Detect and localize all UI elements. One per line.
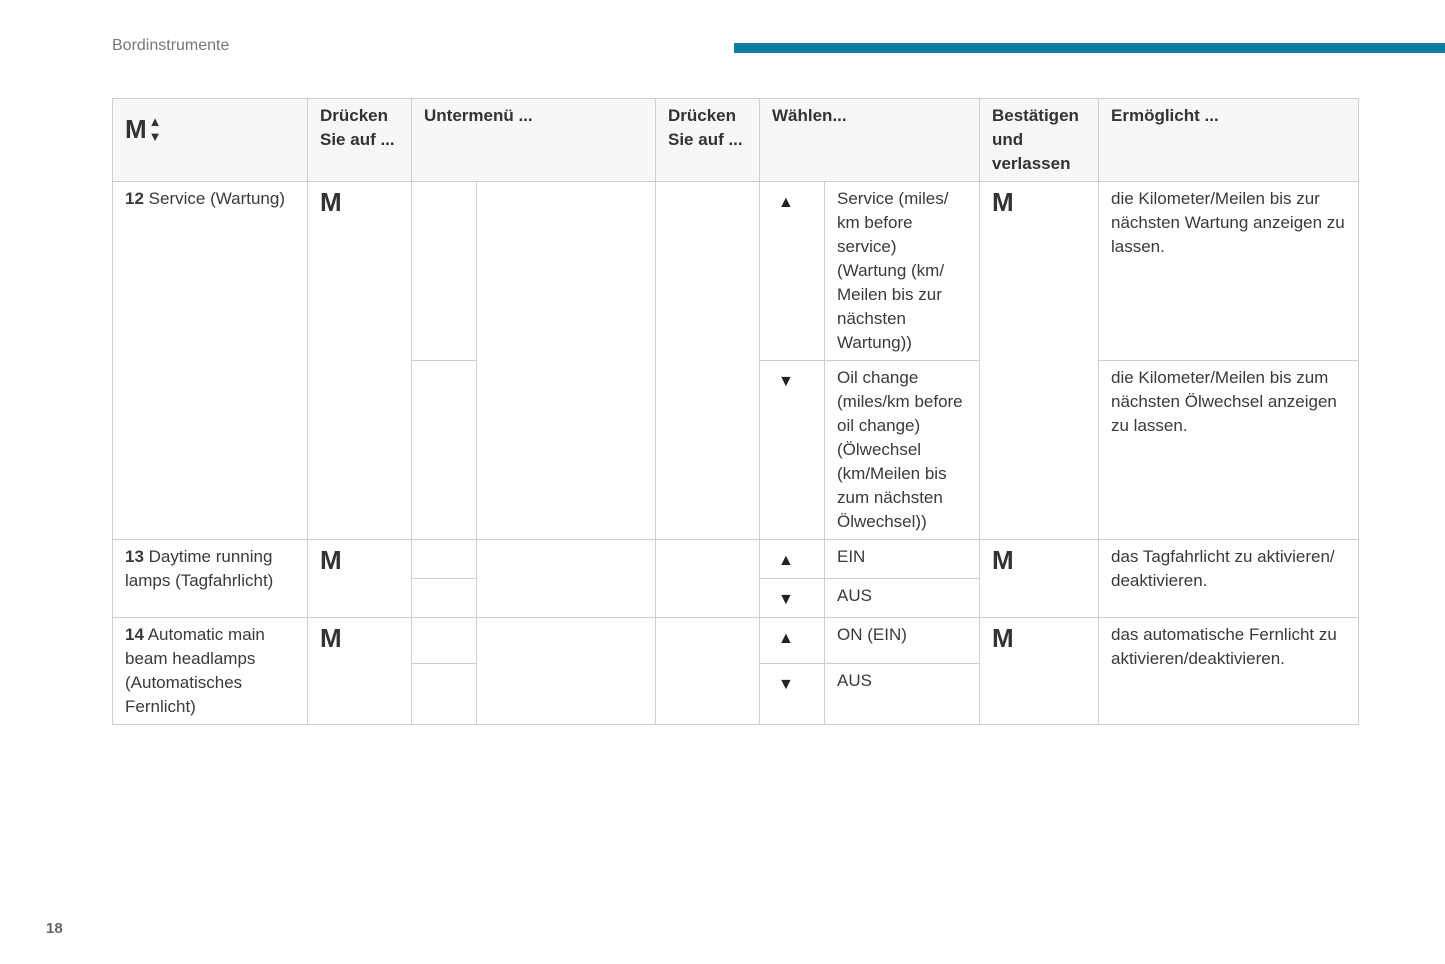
result-text: die Kilometer/Meilen bis zum nächsten Ölwechsel anzeigen zu lassen. bbox=[1099, 361, 1359, 540]
menu-item-number: 12 bbox=[125, 189, 144, 208]
table-header-row bbox=[113, 99, 1359, 182]
header-press-1: Drücken Sie auf ... bbox=[308, 99, 412, 182]
m-key-label: M bbox=[125, 114, 147, 144]
table-row bbox=[113, 540, 1359, 579]
result-text: das automatische Fernlicht zu aktivieren/deaktivieren. bbox=[1099, 618, 1359, 725]
arrow-cell bbox=[760, 618, 825, 664]
submenu-key-cell bbox=[412, 361, 477, 540]
press-2-cell bbox=[656, 618, 760, 725]
option-label: EIN bbox=[825, 540, 980, 579]
menu-item-number: 13 bbox=[125, 547, 144, 566]
up-arrow-icon: ▲ bbox=[778, 630, 794, 647]
header-confirm: Bestätigen und verlassen bbox=[980, 99, 1099, 182]
option-label: Oil change (miles/km before oil change) (Ölwechsel (km/Meilen bis zum nächsten Ölwechsel)) bbox=[825, 361, 980, 540]
down-arrow-icon: ▼ bbox=[778, 676, 794, 694]
arrow-cell bbox=[760, 664, 825, 725]
arrow-cell bbox=[760, 182, 825, 361]
table-row bbox=[113, 182, 1359, 361]
menu-item-name: Daytime running lamps (Tagfahrlicht) bbox=[125, 547, 274, 590]
m-key: M bbox=[320, 545, 342, 575]
table-row bbox=[113, 618, 1359, 664]
m-up-down-symbol bbox=[125, 114, 162, 144]
submenu-key-cell bbox=[412, 182, 477, 361]
submenu-key-cell bbox=[412, 540, 477, 579]
up-arrow-icon: ▲ bbox=[778, 194, 794, 211]
m-key: M bbox=[992, 545, 1014, 575]
header-press-2: Drücken Sie auf ... bbox=[656, 99, 760, 182]
confirm-cell bbox=[980, 182, 1099, 540]
press-cell bbox=[308, 540, 412, 618]
option-label: Service (miles/ km before service) (Wartung (km/ Meilen bis zur nächsten Wartung)) bbox=[825, 182, 980, 361]
submenu-label-cell bbox=[477, 540, 656, 618]
up-arrow-icon: ▲ bbox=[778, 552, 794, 569]
m-key: M bbox=[992, 623, 1014, 653]
submenu-key-cell bbox=[412, 579, 477, 618]
press-cell bbox=[308, 618, 412, 725]
press-2-cell bbox=[656, 540, 760, 618]
m-key: M bbox=[992, 187, 1014, 217]
page-number: 18 bbox=[46, 920, 63, 937]
option-label: AUS bbox=[825, 664, 980, 725]
m-key: M bbox=[320, 187, 342, 217]
header-menu-key bbox=[113, 99, 308, 182]
press-cell bbox=[308, 182, 412, 540]
instrument-menu-table bbox=[112, 98, 1359, 725]
menu-item-cell bbox=[113, 618, 308, 725]
press-2-cell bbox=[656, 182, 760, 540]
header-submenu: Untermenü ... bbox=[412, 99, 656, 182]
menu-item-cell bbox=[113, 182, 308, 540]
m-key: M bbox=[320, 623, 342, 653]
result-text: das Tagfahrlicht zu aktivieren/ deaktivieren. bbox=[1099, 540, 1359, 618]
down-arrow-icon: ▼ bbox=[778, 591, 794, 608]
menu-item-number: 14 bbox=[125, 625, 144, 644]
up-arrow-icon: ▲ bbox=[148, 114, 162, 129]
section-title: Bordinstrumente bbox=[112, 37, 230, 54]
menu-item-name: Automatic main beam headlamps (Automatisches Fernlicht) bbox=[125, 625, 265, 716]
submenu-key-cell bbox=[412, 664, 477, 725]
header-enables: Ermöglicht ... bbox=[1099, 99, 1359, 182]
result-text: die Kilometer/Meilen bis zur nächsten Wartung anzeigen zu lassen. bbox=[1099, 182, 1359, 361]
menu-item-name: Service (Wartung) bbox=[148, 189, 286, 208]
confirm-cell bbox=[980, 540, 1099, 618]
down-arrow-icon: ▼ bbox=[148, 129, 162, 144]
submenu-label-cell bbox=[477, 618, 656, 725]
confirm-cell bbox=[980, 618, 1099, 725]
arrow-cell bbox=[760, 540, 825, 579]
arrow-cell bbox=[760, 579, 825, 618]
menu-item-cell bbox=[113, 540, 308, 618]
submenu-label-cell bbox=[477, 182, 656, 540]
header-accent-bar bbox=[734, 43, 1445, 53]
down-arrow-icon: ▼ bbox=[778, 373, 794, 390]
submenu-key-cell bbox=[412, 618, 477, 664]
arrow-cell bbox=[760, 361, 825, 540]
option-label: ON (EIN) bbox=[825, 618, 980, 664]
option-label: AUS bbox=[825, 579, 980, 618]
header-select: Wählen... bbox=[760, 99, 980, 182]
